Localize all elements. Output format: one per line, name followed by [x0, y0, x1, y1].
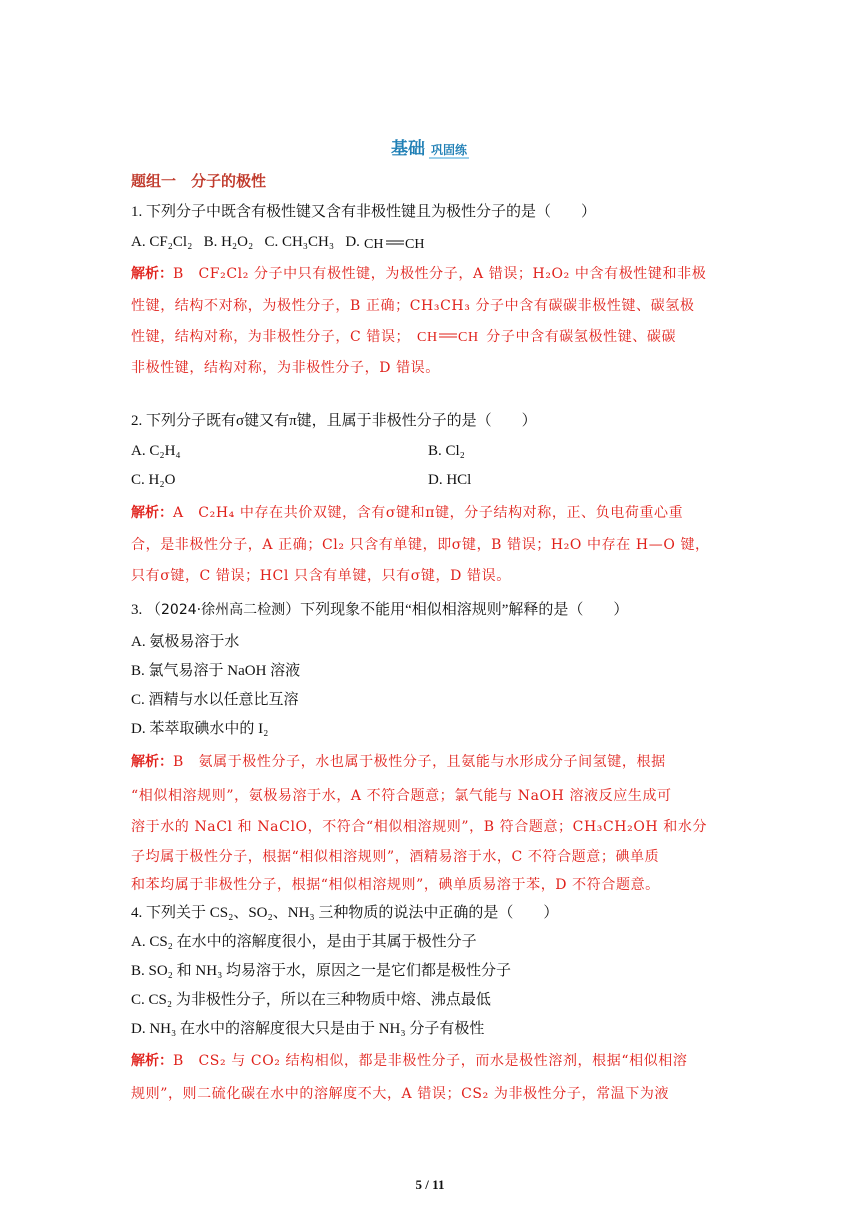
q2-option-c: C. H₂O [131, 472, 176, 488]
q4-option-d: D. NH₃ 在水中的溶解度很大只是由于 NH₃ 分子有极性 [131, 1021, 485, 1037]
q1-option-d: D. [345, 234, 360, 250]
q3-answer-line-5: 和苯均属于非极性分子，根据“相似相溶规则”，碘单质易溶于苯，D 不符合题意。 [131, 877, 660, 893]
q3-stem: 3. （2024·徐州高二检测）下列现象不能用“相似相溶规则”解释的是（ ） [131, 602, 629, 618]
q4-answer-line-1: 解析：B CS₂ 与 CO₂ 结构相似，都是非极性分子，而水是极性溶剂，根据“相似相溶 [131, 1053, 688, 1069]
q2-answer-line-2: 合，是非极性分子，A 正确；Cl₂ 只含有单键，即σ键，B 错误；H₂O 中存在 H—O 键， [131, 537, 710, 553]
q2-answer-line-1: 解析：A C₂H₄ 中存在共价双键，含有σ键和π键，分子结构对称，正、负电荷重心重 [131, 505, 684, 521]
answer-label: 解析： [131, 754, 173, 770]
svg-text:CH: CH [458, 330, 479, 345]
q1-answer-line-1: 解析：B CF₂Cl₂ 分子中只有极性键，为极性分子，A 错误；H₂O₂ 中含有极性键和非极 [131, 266, 707, 282]
q4-stem: 4. 下列关于 CS₂、SO₂、NH₃ 三种物质的说法中正确的是（ ） [131, 905, 559, 921]
page-number: 5 / 11 [415, 1177, 445, 1192]
q2-option-a: A. C₂H₄ [131, 443, 181, 459]
section-header [0, 134, 860, 159]
ethyne-structure-icon [415, 328, 481, 346]
q1-answer-line-3: 性键，结构对称，为非极性分子，C 错误； CH CH 分子中含有碳氢极性键、碳碳 [131, 329, 677, 345]
answer-label: 解析： [131, 505, 173, 521]
q2-answer-line-3: 只有σ键，C 错误；HCl 只含有单键，只有σ键，D 错误。 [131, 568, 511, 584]
ethyne-structure-icon [364, 234, 428, 252]
svg-text:CH: CH [417, 330, 438, 345]
q1-option-a: A. CF₂Cl₂ [131, 234, 193, 250]
svg-text:CH: CH [404, 236, 425, 252]
q3-answer-line-3: 溶于水的 NaCl 和 NaClO，不符合“相似相溶规则”，B 符合题意；CH₃CH₂OH 和水分 [131, 819, 708, 835]
q1-options [131, 232, 428, 252]
q3-option-d: D. 苯萃取碘水中的 I₂ [131, 721, 269, 737]
q1-option-c: C. CH₃CH₃ [264, 234, 335, 250]
section-title-sub: 巩固练 [430, 143, 467, 157]
group-title: 题组一 分子的极性 [131, 172, 267, 190]
q3-answer-line-4: 子均属于极性分子，根据“相似相溶规则”，酒精易溶于水，C 不符合题意；碘单质 [131, 849, 660, 865]
answer-label: 解析： [131, 1053, 173, 1069]
svg-text:CH: CH [363, 236, 384, 252]
q1-stem: 1. 下列分子中既含有极性键又含有非极性键且为极性分子的是（ ） [131, 204, 597, 220]
q4-answer-line-2: 规则”，则二硫化碳在水中的溶解度不大，A 错误；CS₂ 为非极性分子，常温下为液 [131, 1086, 670, 1102]
q4-option-c: C. CS₂ 为非极性分子，所以在三种物质中熔、沸点最低 [131, 992, 491, 1008]
q2-option-b: B. Cl₂ [428, 443, 465, 459]
q3-source: 2024·徐州高二检测 [161, 602, 286, 618]
q3-option-c: C. 酒精与水以任意比互溶 [131, 692, 299, 708]
q3-answer-line-1: 解析：B 氨属于极性分子，水也属于极性分子，且氨能与水形成分子间氢键，根据 [131, 754, 666, 770]
q2-stem: 2. 下列分子既有σ键又有π键，且属于非极性分子的是（ ） [131, 413, 537, 429]
q3-option-a: A. 氨极易溶于水 [131, 634, 240, 650]
answer-label: 解析： [131, 266, 173, 282]
q1-answer-line-2: 性键，结构不对称，为极性分子，B 正确；CH₃CH₃ 分子中含有碳碳非极性键、碳氢极 [131, 298, 695, 314]
q1-answer-line-4: 非极性键，结构对称，为非极性分子，D 错误。 [131, 360, 440, 376]
q3-answer-line-2: “相似相溶规则”，氨极易溶于水，A 不符合题意；氯气能与 NaOH 溶液反应生成可 [131, 788, 672, 804]
q3-option-b: B. 氯气易溶于 NaOH 溶液 [131, 663, 301, 679]
q4-option-b: B. SO₂ 和 NH₃ 均易溶于水，原因之一是它们都是极性分子 [131, 963, 512, 979]
q1-option-b: B. H₂O₂ [203, 234, 254, 250]
q2-option-d: D. HCl [428, 472, 472, 488]
q4-option-a: A. CS₂ 在水中的溶解度很小，是由于其属于极性分子 [131, 934, 477, 950]
section-title-main: 基础 [390, 139, 425, 159]
